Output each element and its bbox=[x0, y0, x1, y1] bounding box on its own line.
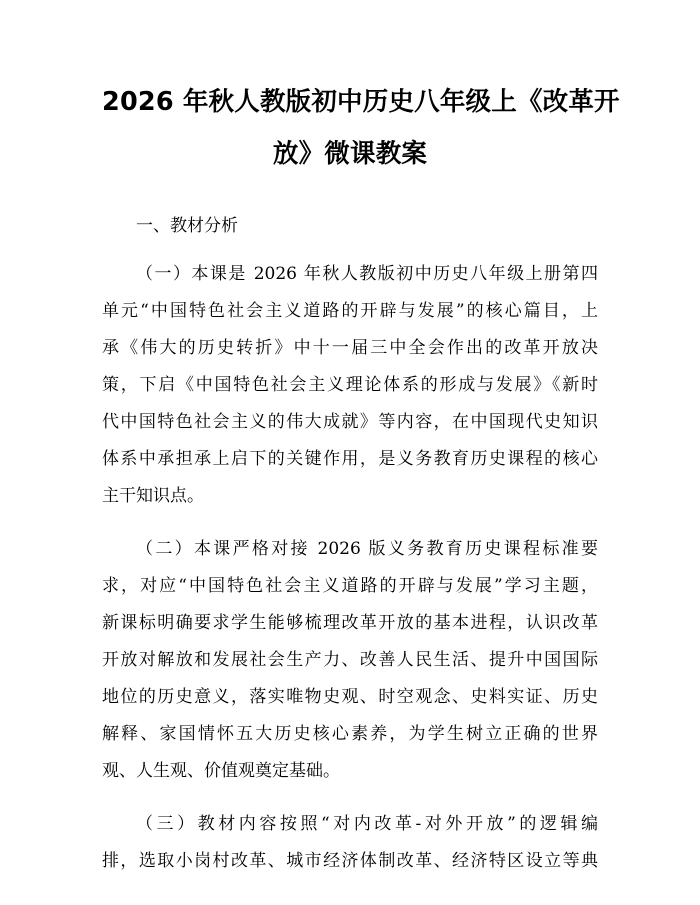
paragraph-line: 开放对解放和发展社会生产力、改善人民生活、提升中国国际 bbox=[102, 650, 598, 670]
paragraph-line: 排，选取小岗村改革、城市经济体制改革、经济特区设立等典 bbox=[102, 851, 598, 871]
paragraph-1 bbox=[102, 256, 598, 515]
paragraph-line: 体系中承担承上启下的关键作用，是义务教育历史课程的核心 bbox=[102, 449, 598, 469]
paragraph-line: （一）本课是 2026 年秋人教版初中历史八年级上册第四 bbox=[136, 264, 598, 284]
paragraph-line: 主干知识点。 bbox=[102, 486, 204, 506]
paragraph-line: （三）教材内容按照“对内改革-对外开放”的逻辑编 bbox=[136, 814, 598, 834]
paragraph-3 bbox=[102, 806, 598, 880]
paragraph-line: 策，下启《中国特色社会主义理论体系的形成与发展》《新时 bbox=[102, 375, 598, 395]
paragraph-line: 观、人生观、价值观奠定基础。 bbox=[102, 761, 340, 781]
paragraph-line: 承《伟大的历史转折》中十一届三中全会作出的改革开放决 bbox=[102, 338, 598, 358]
paragraph-line: 解释、家国情怀五大历史核心素养，为学生树立正确的世界 bbox=[102, 724, 598, 744]
document-title bbox=[102, 76, 620, 180]
paragraph-2 bbox=[102, 531, 598, 790]
paragraph-line: 求，对应“中国特色社会主义道路的开辟与发展”学习主题， bbox=[102, 576, 598, 596]
paragraph-line: （二）本课严格对接 2026 版义务教育历史课程标准要 bbox=[136, 539, 598, 559]
paragraph-line: 新课标明确要求学生能够梳理改革开放的基本进程，认识改革 bbox=[102, 613, 598, 633]
title-line: 放》微课教案 bbox=[272, 139, 428, 169]
title-line: 2026 年秋人教版初中历史八年级上《改革开 bbox=[102, 87, 620, 117]
paragraph-line: 地位的历史意义，落实唯物史观、时空观念、史料实证、历史 bbox=[102, 687, 598, 707]
section-heading: 一、教材分析 bbox=[136, 216, 238, 236]
paragraph-line: 代中国特色社会主义的伟大成就》等内容，在中国现代史知识 bbox=[102, 412, 598, 432]
paragraph-line: 单元“中国特色社会主义道路的开辟与发展”的核心篇目，上 bbox=[102, 301, 598, 321]
